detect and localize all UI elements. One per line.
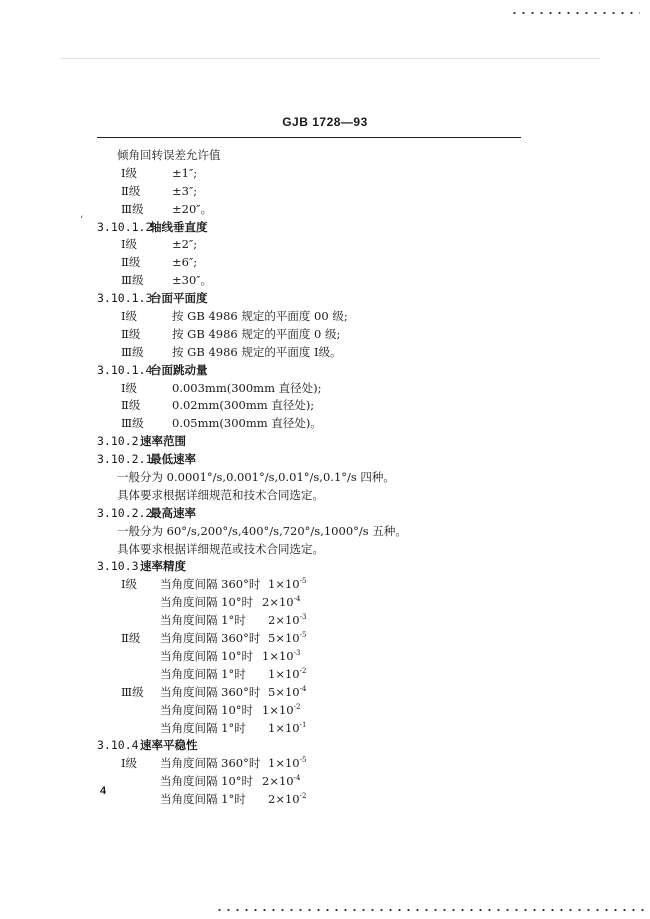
text: Ⅲ级 (121, 273, 144, 288)
section-number (97, 290, 152, 308)
text-cell (121, 380, 137, 398)
text: 当角度间隔 1°时 (160, 792, 246, 807)
text-line (0, 505, 650, 523)
text-line (0, 576, 650, 594)
text-cell (160, 594, 253, 612)
text-cell (172, 380, 322, 398)
text: 当角度间隔 360°时 (160, 684, 261, 699)
text: ±30″。 (172, 273, 213, 288)
text: 轴线垂直度 (150, 219, 208, 234)
text: 3.10.3 (97, 559, 139, 574)
text: Ⅰ级 (121, 237, 138, 252)
text-cell (172, 236, 197, 254)
text-line (0, 433, 650, 451)
text: Ⅱ级 (121, 398, 141, 413)
section-number (97, 558, 139, 576)
text: Ⅲ级 (121, 684, 144, 699)
text: 当角度间隔 360°时 (160, 631, 261, 646)
text-cell (121, 272, 144, 290)
text-line (0, 451, 650, 469)
document-body (0, 147, 650, 809)
header-rule (97, 137, 521, 138)
text-cell (160, 720, 246, 738)
text-cell (172, 326, 340, 344)
text-line (0, 183, 650, 201)
text: Ⅲ级 (121, 416, 144, 431)
text: 1×10 (268, 666, 300, 681)
text: 0.003mm(300mm 直径处); (172, 380, 322, 395)
text: Ⅰ级 (121, 380, 138, 395)
text: 当角度间隔 360°时 (160, 756, 261, 771)
text-cell (160, 755, 260, 773)
text-cell (172, 344, 342, 362)
text: Ⅲ级 (121, 201, 144, 216)
text-cell (160, 791, 246, 809)
text: 台面平面度 (150, 291, 208, 306)
exponent: -4 (293, 774, 301, 783)
text: 具体要求根据详细规范和技术合同选定。 (117, 487, 324, 502)
text-line (0, 737, 650, 755)
text-cell (121, 397, 140, 415)
text-cell (121, 183, 140, 201)
text: 0.02mm(300mm 直径处); (172, 398, 315, 413)
text: 一般分为 60°/s,200°/s,400°/s,720°/s,1000°/s 五种。 (117, 523, 407, 538)
text: 3.10.2.1 (97, 452, 153, 467)
text: 3.10.1.3 (97, 291, 153, 306)
section-heading (150, 451, 196, 469)
text: 1×10 (268, 756, 300, 771)
text-line (0, 415, 650, 433)
text-cell (268, 720, 306, 738)
text-cell (121, 326, 140, 344)
text: 当角度间隔 1°时 (160, 720, 246, 735)
text: 最高速率 (150, 505, 196, 520)
text-cell (121, 630, 140, 648)
text: ±2″; (172, 237, 198, 252)
text-cell (160, 666, 246, 684)
text-cell (117, 487, 324, 505)
scan-edge-line (60, 58, 600, 59)
text: 当角度间隔 10°时 (160, 595, 254, 610)
text-cell (172, 415, 322, 433)
text: 当角度间隔 360°时 (160, 577, 261, 592)
exponent: -1 (299, 720, 307, 729)
text-line (0, 612, 650, 630)
page-number: 4 (100, 785, 107, 797)
text: 速率范围 (140, 434, 186, 449)
text: 1×10 (268, 577, 300, 592)
section-heading (140, 558, 186, 576)
text: 1×10 (262, 702, 294, 717)
exponent: -2 (299, 666, 307, 675)
text: 2×10 (268, 792, 300, 807)
text: 1×10 (268, 720, 300, 735)
section-number (97, 219, 152, 237)
text-line (0, 487, 650, 505)
text-line (0, 165, 650, 183)
text: Ⅰ级 (121, 309, 138, 324)
text-cell (268, 684, 306, 702)
text-cell (268, 630, 306, 648)
text-line (0, 541, 650, 559)
text-line (0, 666, 650, 684)
text-cell (268, 576, 306, 594)
text-line (0, 147, 650, 165)
text: 速率精度 (140, 559, 186, 574)
text-cell (121, 254, 140, 272)
text-line (0, 791, 650, 809)
text-cell (117, 523, 407, 541)
text: 3.10.1.2 (97, 219, 153, 234)
text-cell (262, 594, 300, 612)
exponent: -3 (299, 613, 307, 622)
text-cell (268, 755, 306, 773)
exponent: -4 (299, 684, 307, 693)
text: 2×10 (262, 774, 294, 789)
text: 当角度间隔 1°时 (160, 666, 246, 681)
section-number (97, 737, 139, 755)
text: 3.10.2 (97, 434, 139, 449)
text-line (0, 720, 650, 738)
text-cell (160, 773, 253, 791)
scan-dots-bottom (215, 908, 645, 912)
section-heading (140, 737, 198, 755)
text: 倾角回转误差允许值 (117, 148, 221, 162)
text-cell (160, 648, 253, 666)
text: 按 GB 4986 规定的平面度 0 级; (172, 326, 341, 341)
text: 当角度间隔 10°时 (160, 774, 254, 789)
text: 当角度间隔 10°时 (160, 702, 254, 717)
text-line (0, 702, 650, 720)
text: 5×10 (268, 684, 300, 699)
text: Ⅱ级 (121, 183, 141, 198)
text-cell (160, 702, 253, 720)
text-cell (160, 630, 260, 648)
text-cell (121, 201, 144, 219)
section-heading (150, 219, 208, 237)
text-cell (121, 165, 137, 183)
text: Ⅰ级 (121, 756, 138, 771)
section-number (97, 505, 152, 523)
text: 5×10 (268, 631, 300, 646)
text-line (0, 558, 650, 576)
margin-mark: ‘ (80, 215, 84, 226)
text: ±20″。 (172, 201, 213, 216)
text: 当角度间隔 1°时 (160, 613, 246, 628)
text: 具体要求根据详细规范或技术合同选定。 (117, 541, 324, 556)
text: ±3″; (172, 183, 198, 198)
text: Ⅲ级 (121, 344, 144, 359)
text-cell (262, 648, 300, 666)
text-cell (172, 201, 212, 219)
text: 当角度间隔 10°时 (160, 648, 254, 663)
section-number (97, 362, 152, 380)
text-line (0, 219, 650, 237)
text-line (0, 344, 650, 362)
text-cell (172, 165, 197, 183)
section-heading (150, 290, 208, 308)
text: 2×10 (268, 613, 300, 628)
text-cell (117, 147, 221, 165)
text-line (0, 380, 650, 398)
text-cell (262, 702, 300, 720)
text-line (0, 523, 650, 541)
text-line (0, 397, 650, 415)
text-cell (121, 308, 137, 326)
text-cell (172, 183, 197, 201)
text-line (0, 630, 650, 648)
text-line (0, 773, 650, 791)
text: 3.10.1.4 (97, 362, 153, 377)
text-line (0, 201, 650, 219)
exponent: -5 (299, 756, 307, 765)
text-line (0, 308, 650, 326)
text-line (0, 469, 650, 487)
text: Ⅱ级 (121, 326, 141, 341)
text-line (0, 684, 650, 702)
text-line (0, 648, 650, 666)
text-line (0, 755, 650, 773)
text-line (0, 362, 650, 380)
text-cell (121, 755, 137, 773)
exponent: -5 (299, 631, 307, 640)
text: 速率平稳性 (140, 738, 198, 753)
text: Ⅰ级 (121, 577, 138, 592)
text-cell (160, 684, 260, 702)
text-cell (268, 612, 306, 630)
text: Ⅱ级 (121, 255, 141, 270)
text-cell (268, 666, 306, 684)
text-cell (268, 791, 306, 809)
text-cell (121, 684, 144, 702)
exponent: -5 (299, 577, 307, 586)
section-number (97, 433, 139, 451)
text-cell (262, 773, 300, 791)
standard-code: GJB 1728—93 (282, 115, 368, 129)
text-line (0, 272, 650, 290)
text-cell (117, 541, 324, 559)
exponent: -4 (293, 595, 301, 604)
text: 一般分为 0.0001°/s,0.001°/s,0.01°/s,0.1°/s 四种。 (117, 470, 395, 485)
exponent: -2 (293, 702, 301, 711)
text-line (0, 290, 650, 308)
text: 按 GB 4986 规定的平面度 Ⅰ级。 (172, 344, 342, 359)
text: ±1″; (172, 165, 198, 180)
text: 2×10 (262, 595, 294, 610)
scan-dots-top (510, 11, 640, 15)
text: ±6″; (172, 255, 198, 270)
text-cell (172, 272, 212, 290)
text-cell (121, 236, 137, 254)
text: 1×10 (262, 648, 294, 663)
text-line (0, 326, 650, 344)
text-cell (172, 254, 197, 272)
text: 3.10.4 (97, 738, 139, 753)
exponent: -2 (299, 792, 307, 801)
text-line (0, 236, 650, 254)
text-cell (121, 344, 144, 362)
text: 0.05mm(300mm 直径处)。 (172, 416, 322, 431)
text-cell (121, 576, 137, 594)
text: Ⅰ级 (121, 165, 138, 180)
text-line (0, 254, 650, 272)
section-heading (140, 433, 186, 451)
text: 按 GB 4986 规定的平面度 00 级; (172, 309, 348, 324)
text-cell (172, 397, 314, 415)
text-cell (121, 415, 144, 433)
text: 台面跳动量 (150, 362, 208, 377)
text-cell (160, 576, 260, 594)
text-line (0, 594, 650, 612)
text-cell (160, 612, 246, 630)
text: 最低速率 (150, 452, 196, 467)
text: 3.10.2.2 (97, 505, 153, 520)
exponent: -3 (293, 648, 301, 657)
text-cell (117, 469, 395, 487)
section-heading (150, 505, 196, 523)
section-heading (150, 362, 208, 380)
text-cell (172, 308, 348, 326)
section-number (97, 451, 152, 469)
text: Ⅱ级 (121, 631, 141, 646)
